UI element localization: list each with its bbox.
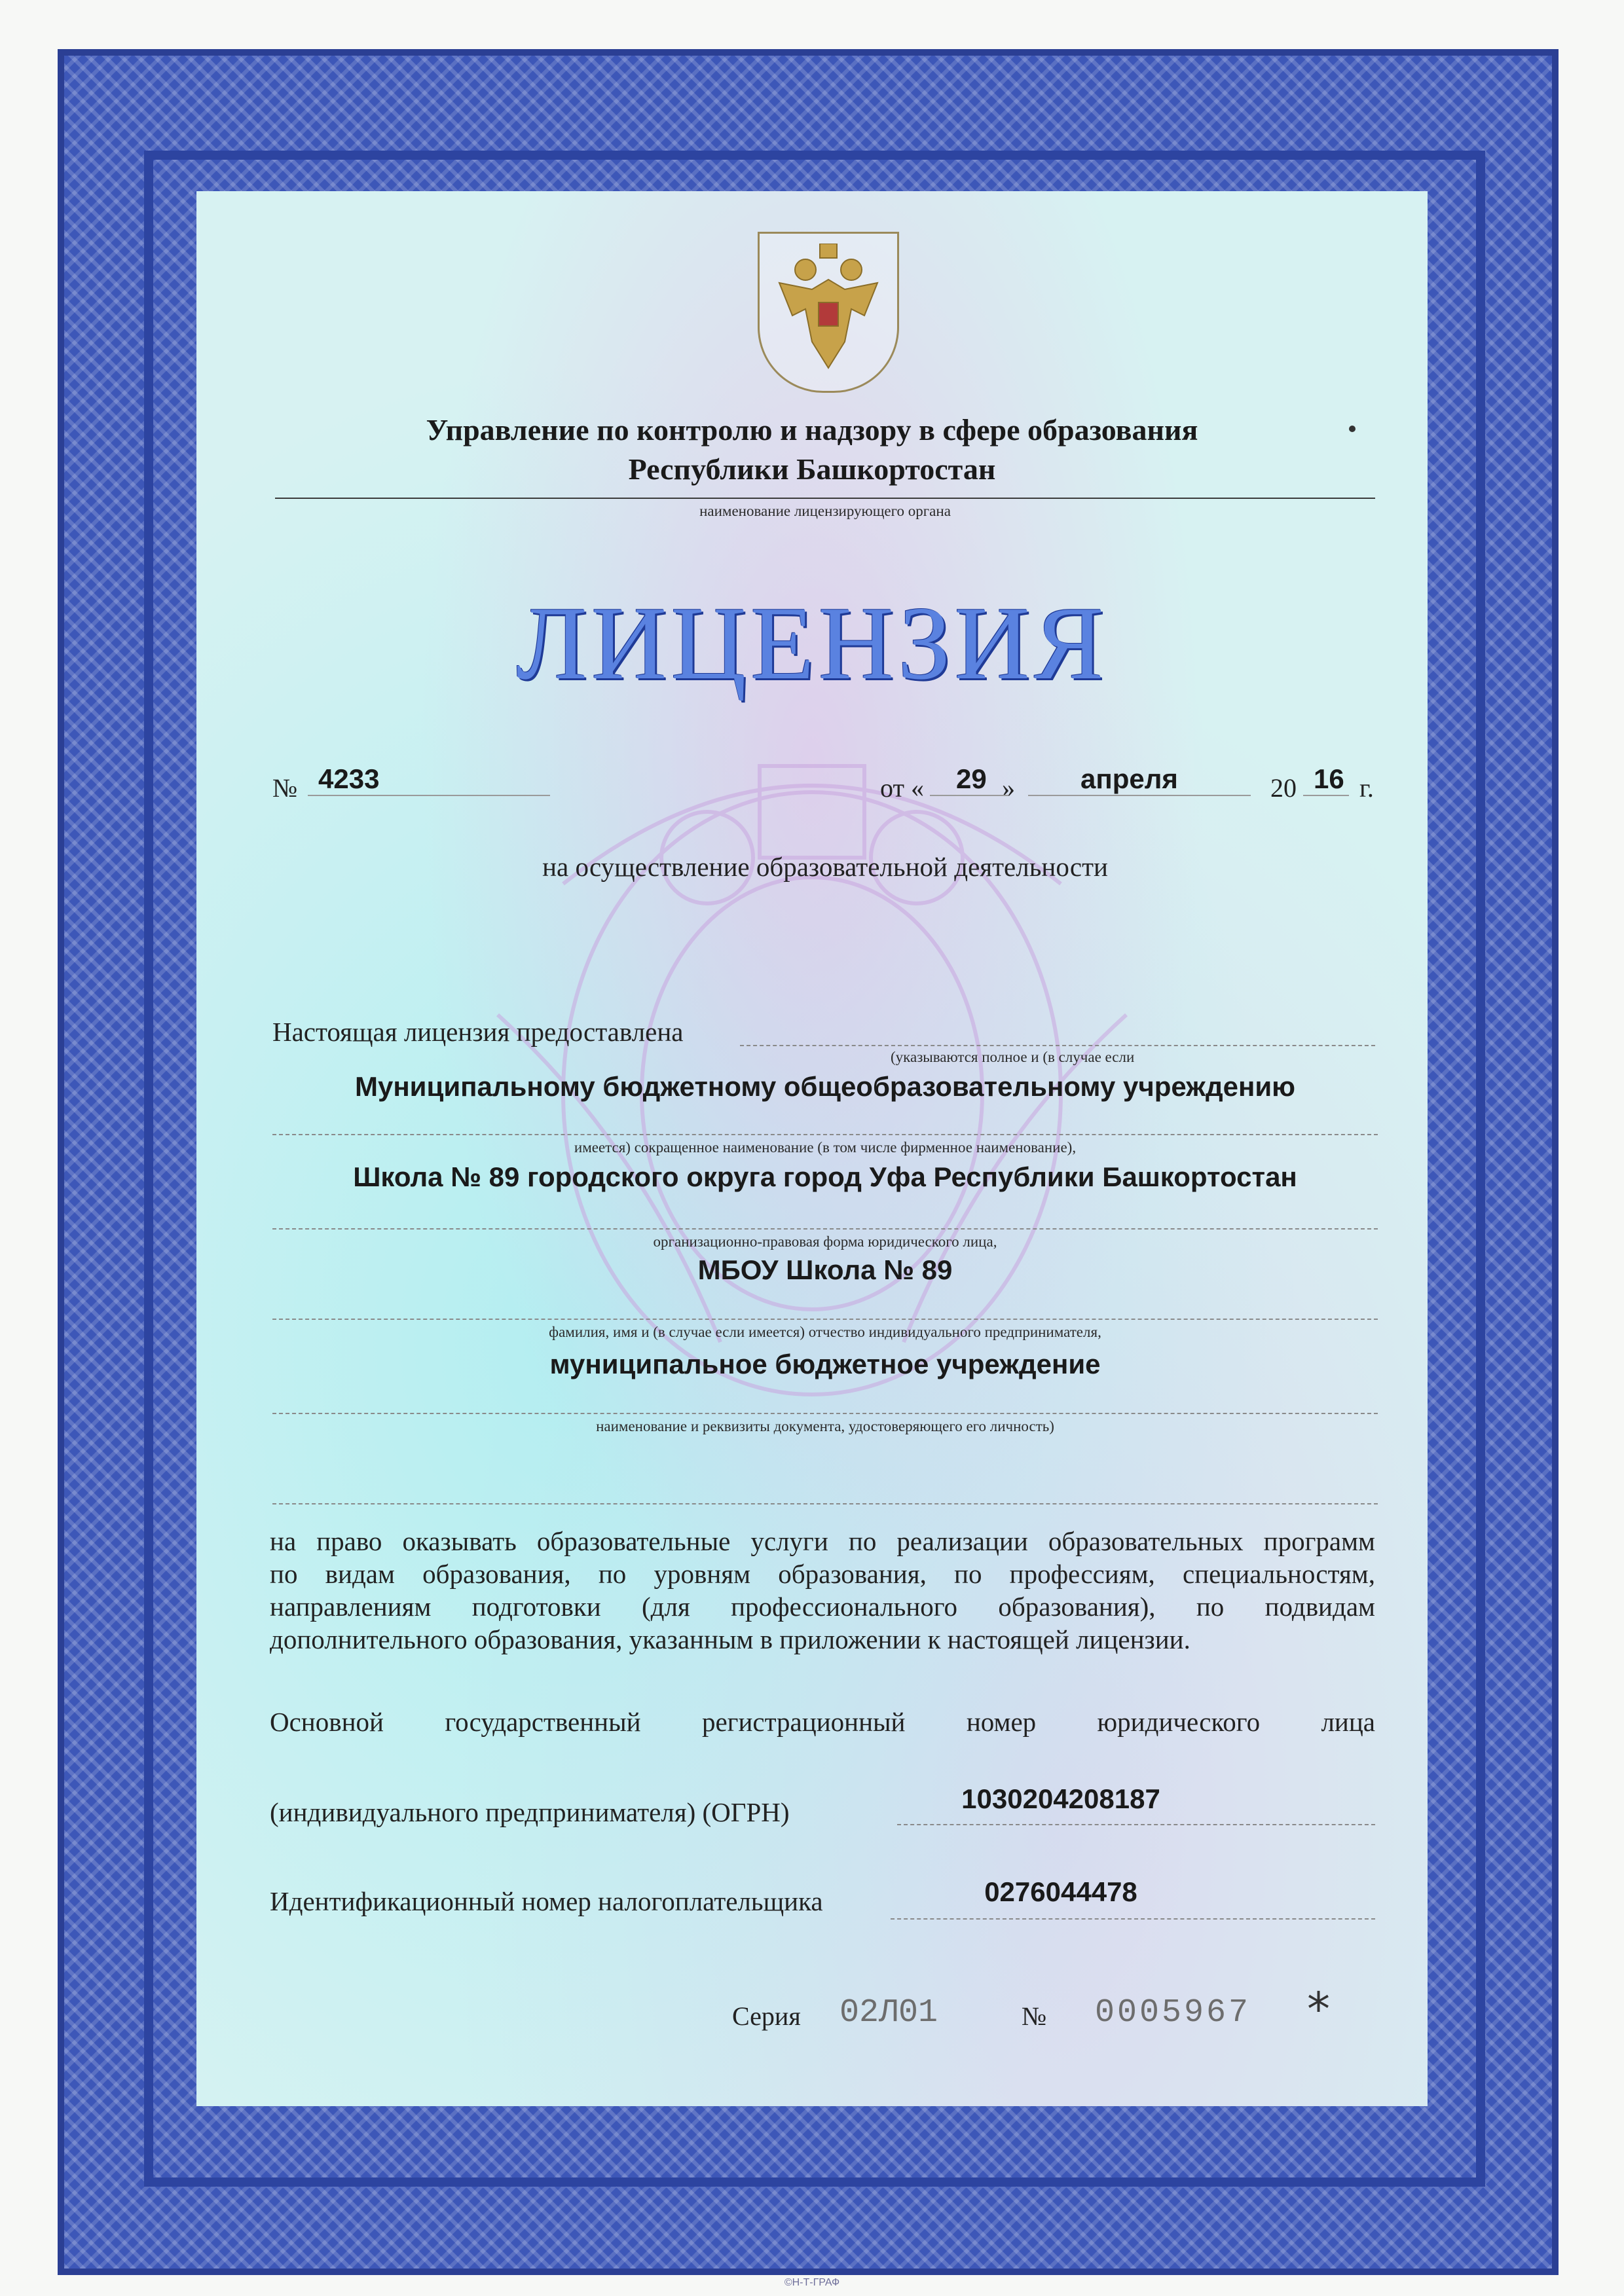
grantee-line-2 — [272, 1228, 1378, 1230]
date-day-close: » — [1002, 773, 1015, 803]
series-asterisk-mark: * — [1307, 1982, 1330, 2036]
grantee-full-name: Муниципальному бюджетному общеобразовательному учреждению — [354, 1071, 1296, 1102]
grantee-caption-3: организационно-правовая форма юридического лица, — [653, 1233, 997, 1250]
ink-dot — [1349, 426, 1356, 432]
series-label: Серия — [732, 2001, 801, 2031]
authority-underline — [275, 498, 1375, 499]
license-number-underline — [308, 795, 550, 796]
year-prefix: 20 — [1270, 773, 1297, 803]
inn-label: Идентификационный номер налогоплательщика — [270, 1886, 823, 1916]
activity-description: на осуществление образовательной деятельности — [542, 852, 1108, 882]
grantee-line-4 — [272, 1413, 1378, 1414]
grantee-short-name: МБОУ Школа № 89 — [697, 1254, 953, 1285]
authority-name-line2: Республики Башкортостан — [628, 452, 996, 486]
license-year: 16 — [1314, 763, 1344, 794]
ogrn-label-line-2: (индивидуального предпринимателя) (ОГРН) — [270, 1797, 790, 1827]
grantee-line-3 — [272, 1319, 1378, 1320]
license-number: 4233 — [318, 763, 380, 794]
grantee-legal-form: муниципальное бюджетное учреждение — [549, 1349, 1101, 1379]
month-underline — [1028, 795, 1251, 796]
rights-line-3: направлениям подготовки (для профессионального образования), по подвидам — [270, 1592, 1375, 1622]
year-suffix: г. — [1359, 773, 1374, 803]
license-month: апреля — [1080, 763, 1178, 794]
ogrn-label-line-1: Основной государственный регистрационный номер юридического лица — [270, 1707, 1375, 1737]
grantee-caption-1: (указываются полное и (в случае если — [891, 1049, 1135, 1065]
license-day: 29 — [956, 763, 987, 794]
grantee-line-1 — [272, 1134, 1378, 1135]
grantee-intro: Настоящая лицензия предоставлена — [272, 1017, 684, 1047]
grantee-school-name: Школа № 89 городского округа город Уфа Республики Башкортостан — [353, 1161, 1297, 1192]
ogrn-value: 1030204208187 — [961, 1783, 1160, 1814]
inn-underline — [891, 1918, 1375, 1920]
year-underline — [1303, 795, 1349, 796]
series-number-label: № — [1022, 2001, 1047, 2031]
date-prefix: от « — [880, 773, 924, 803]
grantee-caption-2: имеется) сокращенное наименование (в том числе фирменное наименование), — [574, 1139, 1077, 1156]
series-value: 02Л01 — [840, 1994, 938, 2032]
authority-name-line1: Управление по контролю и надзору в сфере образования — [426, 413, 1198, 446]
license-number-prefix: № — [272, 773, 298, 803]
grantee-line-5 — [272, 1503, 1378, 1504]
rights-line-2: по видам образования, по уровням образования, по профессиям, специальностям, — [270, 1559, 1375, 1589]
day-underline — [930, 795, 1008, 796]
inn-value: 0276044478 — [984, 1876, 1137, 1907]
grantee-intro-line — [740, 1045, 1375, 1046]
grantee-caption-5: наименование и реквизиты документа, удостоверяющего его личность) — [596, 1418, 1054, 1434]
grantee-caption-4: фамилия, имя и (в случае если имеется) отчество индивидуального предпринимателя, — [549, 1324, 1101, 1340]
series-number: 0005967 — [1095, 1994, 1251, 2032]
rights-line-4: дополнительного образования, указанным в приложении к настоящей лицензии. — [270, 1624, 1190, 1654]
document-title: ЛИЦЕНЗИЯ — [516, 585, 1108, 701]
authority-caption: наименование лицензирующего органа — [699, 503, 951, 519]
printer-imprint: ©Н-Т-ГРАФ — [784, 2277, 840, 2288]
double-headed-eagle-icon — [773, 244, 884, 374]
ogrn-underline — [897, 1824, 1375, 1825]
rights-line-1: на право оказывать образовательные услуги по реализации образовательных программ — [270, 1526, 1375, 1556]
